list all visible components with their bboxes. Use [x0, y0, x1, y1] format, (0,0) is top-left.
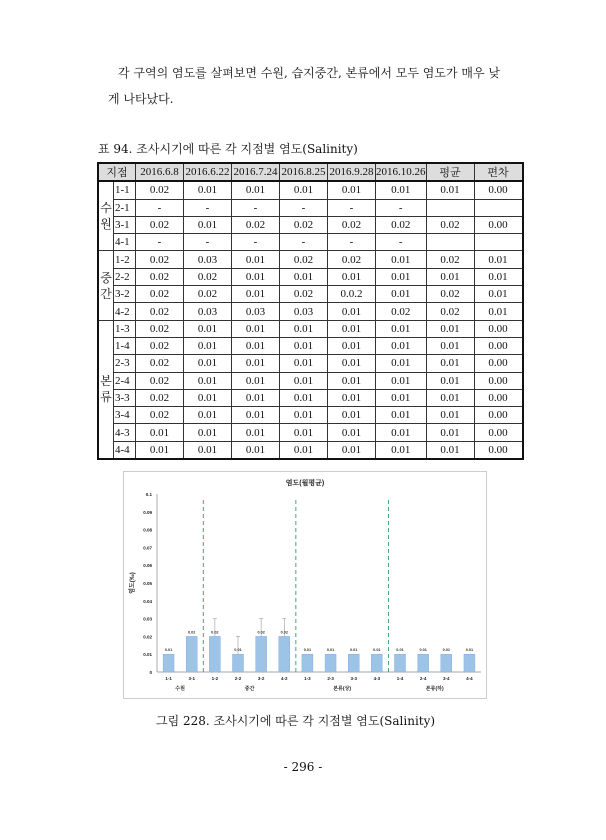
table-value-cell: 0.01 — [426, 424, 474, 441]
data-label: 0.01 — [234, 648, 242, 653]
table-value-cell: 0.01 — [474, 286, 523, 303]
table-value-cell: 0.01 — [280, 337, 328, 354]
table-value-cell: 0.01 — [426, 372, 474, 389]
table-value-cell: 0.02 — [136, 389, 184, 406]
table-site-cell: 2-3 — [114, 355, 136, 372]
salinity-chart — [123, 471, 487, 699]
table-site-cell: 2-1 — [114, 199, 136, 216]
x-tick-label: 2-2 — [234, 676, 242, 681]
table-value-cell: 0.01 — [232, 181, 280, 199]
table-value-cell: 0.02 — [184, 286, 232, 303]
table-row — [98, 286, 523, 303]
table-site-cell: 2-4 — [114, 372, 136, 389]
data-label: 0.01 — [350, 648, 358, 653]
x-tick-label: 1-3 — [304, 676, 311, 681]
table-value-cell: 0.03 — [232, 303, 280, 320]
table-value-cell: 0.01 — [136, 441, 184, 459]
table-value-cell: 0.01 — [328, 372, 376, 389]
y-tick-label: 0.07 — [143, 545, 152, 551]
chart-bar — [464, 654, 475, 672]
table-value-cell: 0.02 — [376, 303, 427, 320]
table-value-cell: 0.01 — [426, 268, 474, 285]
table-site-cell: 4-2 — [114, 303, 136, 320]
table-value-cell: 0.02 — [136, 355, 184, 372]
table-value-cell: 0.01 — [232, 441, 280, 459]
table-value-cell: 0.02 — [136, 303, 184, 320]
paragraph-line-1: 각 구역의 염도를 살펴보면 수원, 습지중간, 본류에서 모두 염도가 매우 낮 — [118, 66, 500, 80]
group-label: 본류(상) — [333, 686, 352, 692]
y-tick-label: 0.03 — [143, 616, 152, 622]
table-value-cell: 0.01 — [376, 441, 427, 459]
table-row — [98, 355, 523, 372]
chart-bar — [279, 636, 290, 672]
table-row — [98, 268, 523, 285]
table-value-cell: 0.01 — [184, 320, 232, 337]
table-site-cell: 3-1 — [114, 216, 136, 233]
table-value-cell — [474, 234, 523, 251]
table-site-cell: 1-1 — [114, 181, 136, 199]
table-header-cell: 편차 — [474, 163, 523, 181]
table-value-cell — [426, 234, 474, 251]
table-value-cell: - — [328, 199, 376, 216]
y-tick-label: 0.06 — [143, 563, 152, 569]
table-value-cell: 0.00 — [474, 441, 523, 459]
table-value-cell: 0.00 — [474, 355, 523, 372]
table-value-cell: 0.01 — [328, 389, 376, 406]
table-row — [98, 181, 523, 199]
table-value-cell: 0.01 — [232, 320, 280, 337]
table-value-cell: 0.01 — [328, 303, 376, 320]
table-value-cell: 0.03 — [280, 303, 328, 320]
table-value-cell: 0.01 — [184, 216, 232, 233]
data-label: 0.02 — [280, 630, 288, 635]
table-value-cell: 0.01 — [232, 337, 280, 354]
table-value-cell: 0.02 — [136, 372, 184, 389]
table-value-cell: 0.03 — [184, 303, 232, 320]
table-row — [98, 199, 523, 216]
table-value-cell: 0.01 — [426, 389, 474, 406]
x-tick-label: 3-2 — [257, 676, 265, 681]
salinity-table — [97, 162, 524, 460]
table-value-cell: - — [232, 199, 280, 216]
data-label: 0.02 — [188, 630, 196, 635]
table-value-cell: 0.01 — [184, 372, 232, 389]
table-value-cell: 0.02 — [280, 286, 328, 303]
table-row — [98, 216, 523, 233]
table-value-cell: 0.02 — [136, 286, 184, 303]
table-value-cell: 0.01 — [426, 441, 474, 459]
table-value-cell: - — [376, 234, 427, 251]
group-label: 수원 — [175, 686, 185, 692]
table-row — [98, 389, 523, 406]
table-value-cell: 0.02 — [328, 216, 376, 233]
group-label: 중간 — [244, 686, 255, 692]
y-tick-label: 0.09 — [143, 509, 152, 515]
chart-bar — [256, 636, 267, 672]
data-label: 0.01 — [326, 648, 335, 653]
table-header-cell: 2016.10.26 — [376, 163, 427, 181]
table-value-cell: 0.01 — [426, 181, 474, 199]
table-value-cell: 0.01 — [232, 407, 280, 424]
table-value-cell: 0.01 — [184, 389, 232, 406]
chart-bar — [441, 654, 452, 672]
table-value-cell: 0.01 — [426, 337, 474, 354]
table-value-cell: 0.02 — [184, 268, 232, 285]
table-value-cell: 0.01 — [474, 268, 523, 285]
table-group-label: 중 간 — [98, 251, 114, 320]
table-value-cell: 0.01 — [376, 286, 427, 303]
table-value-cell: - — [136, 199, 184, 216]
table-value-cell: 0.01 — [426, 407, 474, 424]
table-value-cell: - — [136, 234, 184, 251]
table-value-cell: 0.01 — [328, 441, 376, 459]
table-value-cell: 0.01 — [328, 407, 376, 424]
table-header-cell: 2016.7.24 — [232, 163, 280, 181]
table-value-cell: 0.00 — [474, 424, 523, 441]
figure-caption: 그림 228. 조사시기에 따른 각 지점별 염도(Salinity) — [156, 714, 436, 728]
table-value-cell: - — [232, 234, 280, 251]
y-axis-label: 염도(‰) — [130, 572, 136, 594]
table-row — [98, 407, 523, 424]
table-value-cell: 0.01 — [232, 372, 280, 389]
table-group-label: 본 류 — [98, 320, 114, 459]
y-tick-label: 0.05 — [143, 581, 152, 586]
chart-bar — [233, 654, 244, 672]
chart-bar — [418, 654, 429, 672]
table-value-cell: 0.01 — [232, 355, 280, 372]
table-value-cell: 0.01 — [328, 424, 376, 441]
x-tick-label: 1-1 — [165, 676, 172, 681]
table-value-cell: 0.01 — [280, 355, 328, 372]
chart-bar — [325, 654, 336, 672]
table-value-cell: 0.00 — [474, 372, 523, 389]
table-value-cell: 0.00 — [474, 320, 523, 337]
x-tick-label: 4-3 — [373, 676, 381, 681]
table-value-cell: - — [184, 234, 232, 251]
table-site-cell: 3-3 — [114, 389, 136, 406]
table-value-cell: 0.02 — [136, 216, 184, 233]
data-label: 0.01 — [465, 648, 474, 653]
table-site-cell: 4-3 — [114, 424, 136, 441]
x-tick-label: 4-2 — [281, 676, 288, 681]
table-row — [98, 234, 523, 251]
chart-bar — [163, 654, 174, 672]
table-value-cell: 0.01 — [328, 337, 376, 354]
table-value-cell: 0.02 — [136, 337, 184, 354]
table-header-cell: 지점 — [98, 163, 136, 181]
table-value-cell: 0.02 — [328, 251, 376, 268]
table-value-cell: 0.00 — [474, 216, 523, 233]
table-group-label: 수 원 — [98, 181, 114, 251]
paragraph-line-2: 게 나타났다. — [108, 92, 174, 106]
table-value-cell: 0.01 — [376, 424, 427, 441]
y-tick-label: 0.08 — [143, 527, 152, 533]
data-label: 0.01 — [442, 648, 450, 653]
table-value-cell: 0.01 — [474, 303, 523, 320]
table-value-cell: - — [280, 234, 328, 251]
data-label: 0.01 — [419, 648, 427, 653]
table-value-cell: 0.01 — [426, 320, 474, 337]
table-value-cell: 0.01 — [280, 441, 328, 459]
chart-bar — [209, 636, 220, 672]
body-paragraph — [100, 60, 520, 112]
table-value-cell: 0.01 — [280, 320, 328, 337]
data-label: 0.02 — [257, 630, 265, 635]
chart-bar — [186, 636, 197, 672]
y-tick-label: 0.02 — [143, 634, 152, 640]
table-value-cell: 0.01 — [376, 389, 427, 406]
data-label: 0.01 — [396, 648, 404, 653]
table-caption: 표 94. 조사시기에 따른 각 지점별 염도(Salinity) — [98, 142, 358, 156]
table-value-cell: 0.01 — [328, 320, 376, 337]
table-value-cell: 0.02 — [426, 216, 474, 233]
table-site-cell: 4-1 — [114, 234, 136, 251]
table-site-cell: 2-2 — [114, 268, 136, 285]
table-row — [98, 320, 523, 337]
table-value-cell: 0.00 — [474, 337, 523, 354]
table-value-cell: 0.01 — [280, 424, 328, 441]
table-value-cell: 0.01 — [184, 424, 232, 441]
x-tick-label: 3-3 — [350, 676, 357, 681]
table-value-cell: 0.02 — [376, 216, 427, 233]
table-value-cell: 0.01 — [376, 181, 427, 199]
table-value-cell: 0.01 — [232, 389, 280, 406]
x-tick-label: 1-2 — [211, 676, 219, 681]
data-label: 0.01 — [373, 648, 381, 653]
data-label: 0.01 — [164, 648, 173, 653]
table-value-cell: 0.01 — [184, 337, 232, 354]
table-value-cell: 0.02 — [426, 303, 474, 320]
table-value-cell: 0.00 — [474, 389, 523, 406]
table-header-cell: 평균 — [426, 163, 474, 181]
table-header-cell: 2016.6.8 — [136, 163, 184, 181]
y-tick-label: 0.04 — [143, 598, 152, 604]
group-label: 본류(하) — [425, 686, 444, 692]
table-row — [98, 441, 523, 459]
table-value-cell: 0.01 — [376, 251, 427, 268]
x-tick-label: 2-3 — [327, 676, 334, 681]
table-value-cell: 0.02 — [136, 181, 184, 199]
chart-bar — [371, 654, 382, 672]
x-tick-label: 3-4 — [443, 676, 450, 681]
table-value-cell: - — [328, 234, 376, 251]
table-value-cell: 0.02 — [280, 216, 328, 233]
table-value-cell: 0.01 — [328, 181, 376, 199]
table-header-cell: 2016.6.22 — [184, 163, 232, 181]
table-header-cell: 2016.8.25 — [280, 163, 328, 181]
table-value-cell: 0.01 — [280, 181, 328, 199]
table-row — [98, 303, 523, 320]
table-value-cell: 0.01 — [280, 372, 328, 389]
table-value-cell: - — [376, 199, 427, 216]
table-value-cell: 0.01 — [136, 424, 184, 441]
table-value-cell: 0.0.2 — [328, 286, 376, 303]
table-value-cell: - — [280, 199, 328, 216]
chart-bar — [302, 654, 313, 672]
table-site-cell: 3-2 — [114, 286, 136, 303]
table-value-cell: 0.01 — [474, 251, 523, 268]
table-site-cell: 3-4 — [114, 407, 136, 424]
table-value-cell: 0.01 — [232, 286, 280, 303]
page-number: - 296 - — [283, 760, 323, 774]
table-site-cell: 1-2 — [114, 251, 136, 268]
table-value-cell: 0.01 — [280, 407, 328, 424]
table-row — [98, 424, 523, 441]
table-value-cell — [474, 199, 523, 216]
table-value-cell: 0.00 — [474, 181, 523, 199]
table-value-cell: 0.01 — [280, 389, 328, 406]
table-row — [98, 337, 523, 354]
table-value-cell: 0.01 — [376, 268, 427, 285]
table-value-cell: 0.01 — [328, 355, 376, 372]
table-value-cell: 0.02 — [232, 216, 280, 233]
table-value-cell: 0.01 — [328, 268, 376, 285]
y-tick-label: 0.01 — [143, 652, 152, 658]
table-value-cell: 0.01 — [184, 181, 232, 199]
y-tick-label: 0.1 — [145, 492, 152, 497]
table-value-cell: 0.00 — [474, 407, 523, 424]
table-value-cell: 0.02 — [136, 251, 184, 268]
table-value-cell: 0.02 — [136, 268, 184, 285]
x-tick-label: 4-4 — [466, 676, 473, 681]
table-value-cell: 0.01 — [232, 268, 280, 285]
data-label: 0.02 — [211, 630, 219, 635]
table-value-cell — [426, 199, 474, 216]
table-value-cell: 0.01 — [376, 407, 427, 424]
chart-svg — [124, 472, 486, 698]
table-value-cell: 0.01 — [376, 320, 427, 337]
table-value-cell: 0.01 — [376, 372, 427, 389]
table-site-cell: 1-4 — [114, 337, 136, 354]
table-value-cell: 0.02 — [426, 286, 474, 303]
table-row — [98, 251, 523, 268]
x-tick-label: 1-4 — [396, 676, 404, 681]
chart-bar — [348, 654, 359, 672]
table-value-cell: 0.03 — [184, 251, 232, 268]
table-value-cell: 0.01 — [280, 268, 328, 285]
table-value-cell: 0.01 — [232, 424, 280, 441]
table-value-cell: 0.01 — [184, 407, 232, 424]
x-tick-label: 2-4 — [419, 676, 427, 681]
chart-title: 염도(월평균) — [285, 480, 325, 487]
table-site-cell: 1-3 — [114, 320, 136, 337]
table-value-cell: 0.02 — [136, 407, 184, 424]
table-value-cell: 0.01 — [184, 355, 232, 372]
table-value-cell: 0.02 — [280, 251, 328, 268]
table-value-cell: 0.01 — [232, 251, 280, 268]
table-row — [98, 372, 523, 389]
data-label: 0.01 — [303, 648, 312, 653]
table-value-cell: 0.01 — [376, 337, 427, 354]
chart-bar — [395, 654, 406, 672]
table-value-cell: 0.01 — [426, 355, 474, 372]
table-value-cell: - — [184, 199, 232, 216]
y-tick-label: 0 — [149, 670, 152, 675]
table-site-cell: 4-4 — [114, 441, 136, 459]
table-value-cell: 0.01 — [184, 441, 232, 459]
table-value-cell: 0.01 — [376, 355, 427, 372]
table-value-cell: 0.02 — [136, 320, 184, 337]
x-tick-label: 3-1 — [188, 676, 195, 681]
table-value-cell: 0.02 — [426, 251, 474, 268]
table-header-cell: 2016.9.28 — [328, 163, 376, 181]
table-header-row — [98, 163, 523, 181]
